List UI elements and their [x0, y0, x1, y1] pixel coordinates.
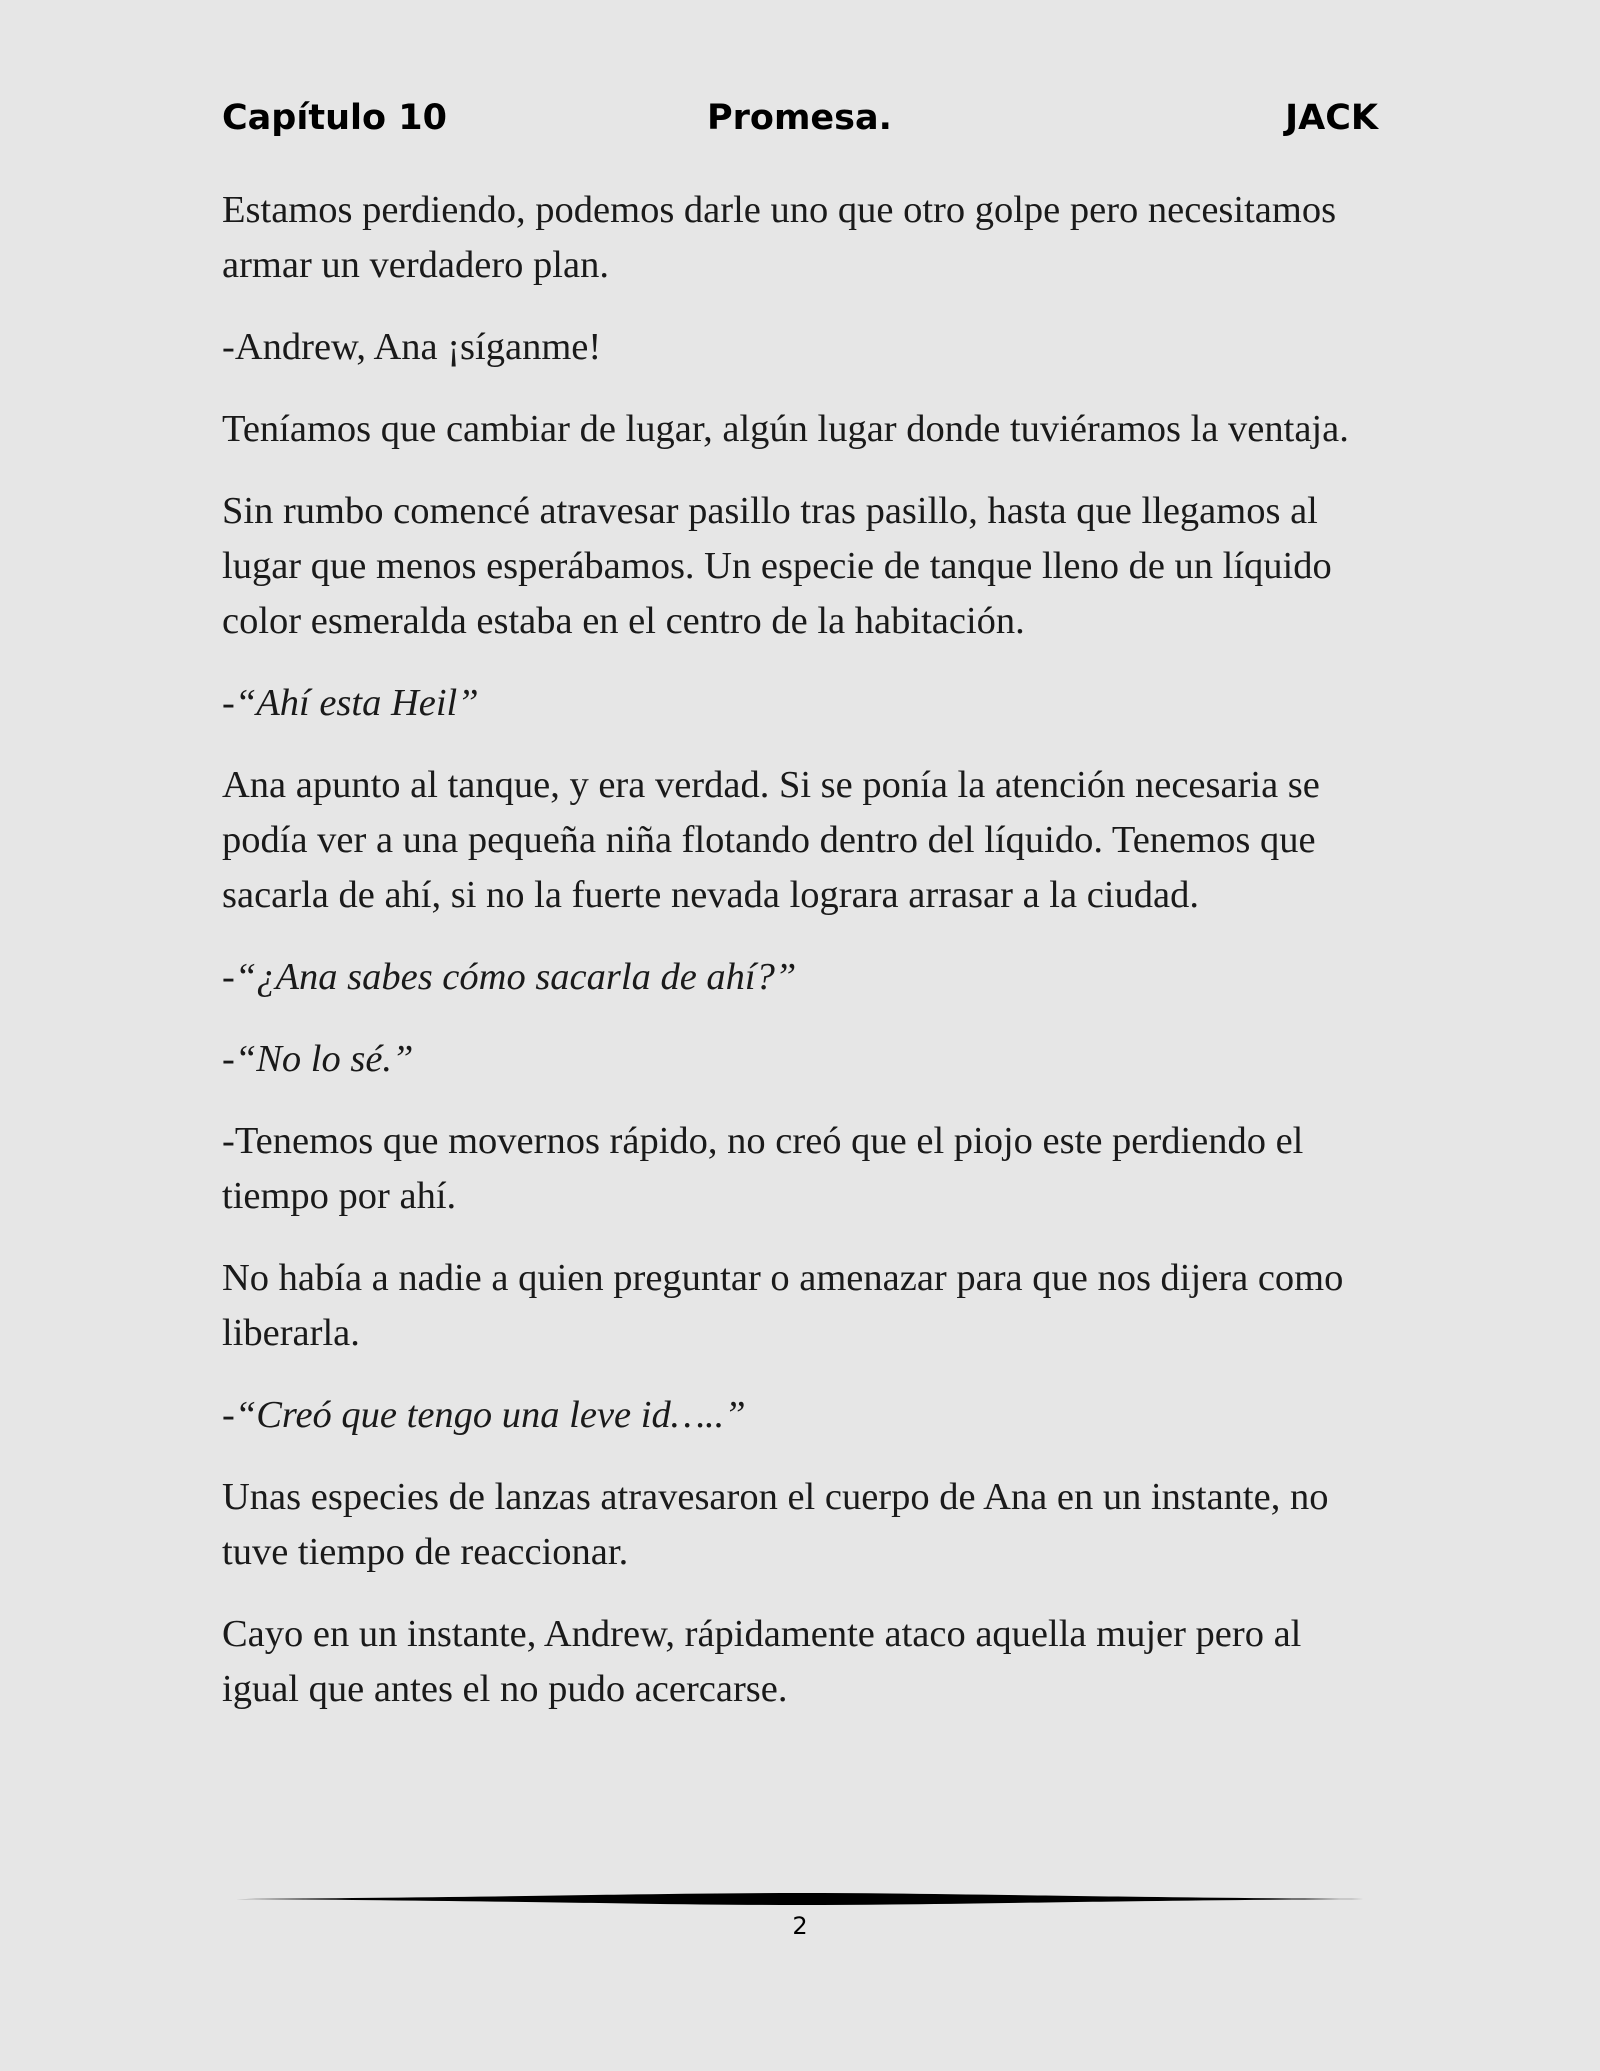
paragraph: Ana apunto al tanque, y era verdad. Si se ponía la atención necesaria se podía ver a una pequeña niña flotando dentro del líquido. Tenemos que sacarla de ahí, si no la fuerte nevada lograra arrasar a la ciudad. [222, 764, 1320, 916]
dialog-line: -“No lo sé.” [222, 1038, 414, 1080]
body-text [222, 183, 1382, 1744]
footer-rule [236, 1892, 1364, 1906]
dialog-line: -“Ahí esta Heil” [222, 682, 479, 724]
dialog-line: -“¿Ana sabes cómo sacarla de ahí?” [222, 956, 797, 998]
chapter-title: Promesa. [707, 98, 892, 138]
paragraph: Sin rumbo comencé atravesar pasillo tras pasillo, hasta que llegamos al lugar que menos esperábamos. Un especie de tanque lleno de un líquido color esmeralda estaba en el centro de la habitación. [222, 490, 1332, 642]
paragraph: -Tenemos que movernos rápido, no creó que el piojo este perdiendo el tiempo por ahí. [222, 1120, 1304, 1217]
page-number: 2 [792, 1912, 808, 1940]
chapter-label: Capítulo 10 [222, 98, 447, 138]
narrator-label: JACK [1285, 98, 1378, 138]
page-header [222, 98, 1378, 148]
paragraph: Cayo en un instante, Andrew, rápidamente ataco aquella mujer pero al igual que antes el no pudo acercarse. [222, 1613, 1302, 1710]
paragraph: No había a nadie a quien preguntar o amenazar para que nos dijera como liberarla. [222, 1257, 1344, 1354]
paragraph: Teníamos que cambiar de lugar, algún lugar donde tuviéramos la ventaja. [222, 408, 1349, 450]
paragraph: Estamos perdiendo, podemos darle uno que otro golpe pero necesitamos armar un verdadero plan. [222, 189, 1337, 286]
dialog-line: -“Creó que tengo una leve id…..” [222, 1394, 746, 1436]
paragraph: -Andrew, Ana ¡síganme! [222, 326, 602, 368]
paragraph: Unas especies de lanzas atravesaron el cuerpo de Ana en un instante, no tuve tiempo de reaccionar. [222, 1476, 1329, 1573]
